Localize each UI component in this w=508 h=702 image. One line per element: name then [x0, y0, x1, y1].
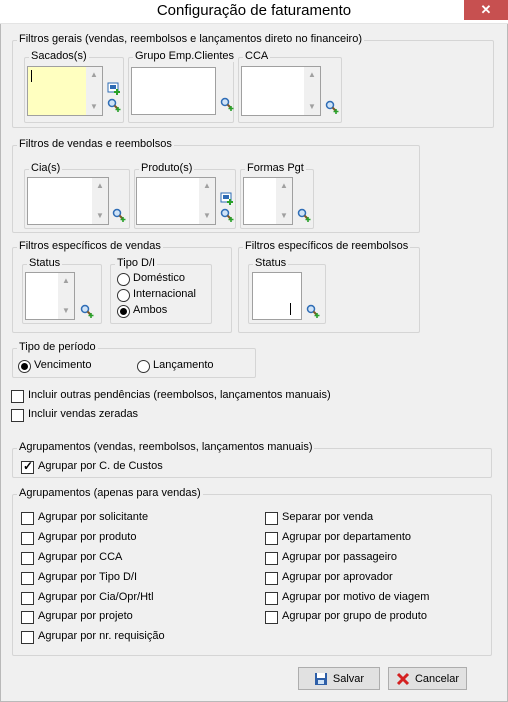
radio-lancamento[interactable] — [137, 360, 150, 373]
reembolsos-status-list[interactable] — [252, 272, 302, 320]
incluir-pendencias-label: Incluir outras pendências (reembolsos, lançamentos manuais) — [28, 389, 331, 401]
search-add-icon[interactable] — [80, 304, 94, 318]
radio-vencimento-label: Vencimento — [34, 359, 92, 371]
vendas-status-scrollbar[interactable] — [58, 273, 74, 319]
incluir-pendencias-checkbox[interactable] — [11, 390, 24, 403]
agrupar-produto-label: Agrupar por produto — [38, 531, 137, 543]
agrupar-grupo-produto-label: Agrupar por grupo de produto — [282, 610, 427, 622]
scroll-up-icon[interactable]: ▲ — [62, 276, 70, 285]
agrupar-tipo-checkbox[interactable] — [21, 572, 34, 585]
agrupar-passageiro-label: Agrupar por passageiro — [282, 551, 397, 563]
tipo-di-label: Tipo D/I — [117, 257, 156, 269]
agrupamentos-vendas-title: Agrupamentos (apenas para vendas) — [19, 487, 201, 499]
agrupar-aprovador-label: Agrupar por aprovador — [282, 571, 393, 583]
scroll-down-icon[interactable]: ▼ — [203, 211, 211, 220]
filtros-vendas-title: Filtros específicos de vendas — [19, 240, 161, 252]
agrupar-cia-label: Agrupar por Cia/Opr/Htl — [38, 591, 154, 603]
formas-scrollbar[interactable] — [276, 178, 292, 224]
scroll-up-icon[interactable]: ▲ — [90, 70, 98, 79]
save-button[interactable] — [298, 667, 380, 690]
radio-domestico-label: Doméstico — [133, 272, 185, 284]
save-icon — [314, 672, 328, 686]
separar-venda-checkbox[interactable] — [265, 512, 278, 525]
list-search-icon[interactable] — [107, 82, 121, 96]
separar-venda-label: Separar por venda — [282, 511, 374, 523]
sacados-scrollbar[interactable] — [86, 67, 102, 115]
cias-scrollbar[interactable] — [92, 178, 108, 224]
produtos-list[interactable] — [136, 177, 216, 225]
window-title: Configuração de faturamento — [156, 2, 352, 19]
scroll-down-icon[interactable]: ▼ — [62, 306, 70, 315]
search-add-icon[interactable] — [112, 208, 126, 222]
agrupar-cia-checkbox[interactable] — [21, 592, 34, 605]
filtros-gerais-title: Filtros gerais (vendas, reembolsos e lançamentos direto no financeiro) — [19, 33, 362, 45]
produtos-label: Produto(s) — [141, 162, 193, 174]
cca-scrollbar[interactable] — [304, 67, 320, 115]
agrupar-requisicao-label: Agrupar por nr. requisição — [38, 630, 165, 642]
reembolsos-status-label: Status — [255, 257, 287, 269]
tipo-periodo-title: Tipo de período — [19, 341, 96, 353]
cancel-button[interactable] — [388, 667, 467, 690]
title-bar — [0, 0, 508, 24]
scroll-up-icon[interactable]: ▲ — [96, 181, 104, 190]
agrupar-cca-label: Agrupar por CCA — [38, 551, 123, 563]
filtros-reembolsos-title: Filtros específicos de reembolsos — [245, 240, 409, 252]
scroll-down-icon[interactable]: ▼ — [96, 211, 104, 220]
scroll-down-icon[interactable]: ▼ — [280, 211, 288, 220]
filtros-vendas-reembolsos-title: Filtros de vendas e reembolsos — [19, 138, 172, 150]
search-add-icon[interactable] — [220, 208, 234, 222]
radio-ambos-label: Ambos — [133, 304, 168, 316]
agrupar-custos-label: Agrupar por C. de Custos — [38, 460, 163, 472]
search-add-icon[interactable] — [220, 97, 234, 111]
text-cursor — [290, 303, 291, 315]
agrupar-passageiro-checkbox[interactable] — [265, 552, 278, 565]
grupo-label: Grupo Emp.Clientes — [135, 50, 235, 62]
vendas-status-list[interactable] — [25, 272, 75, 320]
radio-domestico[interactable] — [117, 273, 130, 286]
cca-label: CCA — [245, 50, 269, 62]
cancel-icon — [396, 672, 410, 686]
radio-ambos[interactable] — [117, 305, 130, 318]
cancel-button-label: Cancelar — [414, 672, 460, 685]
check-mark-icon: ✓ — [23, 459, 34, 473]
scroll-down-icon[interactable]: ▼ — [308, 102, 316, 111]
radio-vencimento[interactable] — [18, 360, 31, 373]
agrupar-tipo-label: Agrupar por Tipo D/I — [38, 571, 138, 583]
search-add-icon[interactable] — [297, 208, 311, 222]
agrupar-departamento-label: Agrupar por departamento — [282, 531, 412, 543]
save-button-label: Salvar — [332, 672, 365, 685]
close-button[interactable]: ✕ — [464, 0, 508, 20]
agrupar-custos-checkbox[interactable] — [21, 461, 34, 474]
agrupamentos-manuais-title: Agrupamentos (vendas, reembolsos, lançamentos manuais) — [19, 441, 313, 453]
incluir-zeradas-label: Incluir vendas zeradas — [28, 408, 139, 420]
agrupar-solicitante-checkbox[interactable] — [21, 512, 34, 525]
radio-selected-dot — [21, 363, 28, 370]
formas-list[interactable] — [243, 177, 293, 225]
cias-list[interactable] — [27, 177, 109, 225]
agrupar-projeto-checkbox[interactable] — [21, 611, 34, 624]
vendas-status-label: Status — [29, 257, 61, 269]
grupo-list[interactable] — [131, 67, 216, 115]
incluir-zeradas-checkbox[interactable] — [11, 409, 24, 422]
cias-label: Cia(s) — [31, 162, 61, 174]
agrupar-produto-checkbox[interactable] — [21, 532, 34, 545]
cca-list[interactable] — [241, 66, 321, 116]
text-cursor — [31, 70, 32, 82]
produtos-scrollbar[interactable] — [199, 178, 215, 224]
scroll-up-icon[interactable]: ▲ — [203, 181, 211, 190]
scroll-up-icon[interactable]: ▲ — [308, 70, 316, 79]
sacados-label: Sacados(s) — [31, 50, 87, 62]
agrupar-solicitante-label: Agrupar por solicitante — [38, 511, 149, 523]
search-add-icon[interactable] — [325, 100, 339, 114]
formas-label: Formas Pgt — [247, 162, 304, 174]
search-add-icon[interactable] — [107, 98, 121, 112]
sacados-list[interactable] — [27, 66, 103, 116]
radio-internacional[interactable] — [117, 289, 130, 302]
radio-selected-dot — [120, 308, 127, 315]
agrupar-projeto-label: Agrupar por projeto — [38, 610, 133, 622]
list-search-icon[interactable] — [220, 192, 234, 206]
agrupar-motivo-label: Agrupar por motivo de viagem — [282, 591, 430, 603]
agrupar-grupo-produto-checkbox[interactable] — [265, 611, 278, 624]
agrupar-motivo-checkbox[interactable] — [265, 592, 278, 605]
agrupar-requisicao-checkbox[interactable] — [21, 631, 34, 644]
scroll-up-icon[interactable]: ▲ — [280, 181, 288, 190]
radio-internacional-label: Internacional — [133, 288, 196, 300]
scroll-down-icon[interactable]: ▼ — [90, 102, 98, 111]
radio-lancamento-label: Lançamento — [153, 359, 214, 371]
agrupar-aprovador-checkbox[interactable] — [265, 572, 278, 585]
search-add-icon[interactable] — [306, 304, 320, 318]
agrupar-departamento-checkbox[interactable] — [265, 532, 278, 545]
agrupar-cca-checkbox[interactable] — [21, 552, 34, 565]
